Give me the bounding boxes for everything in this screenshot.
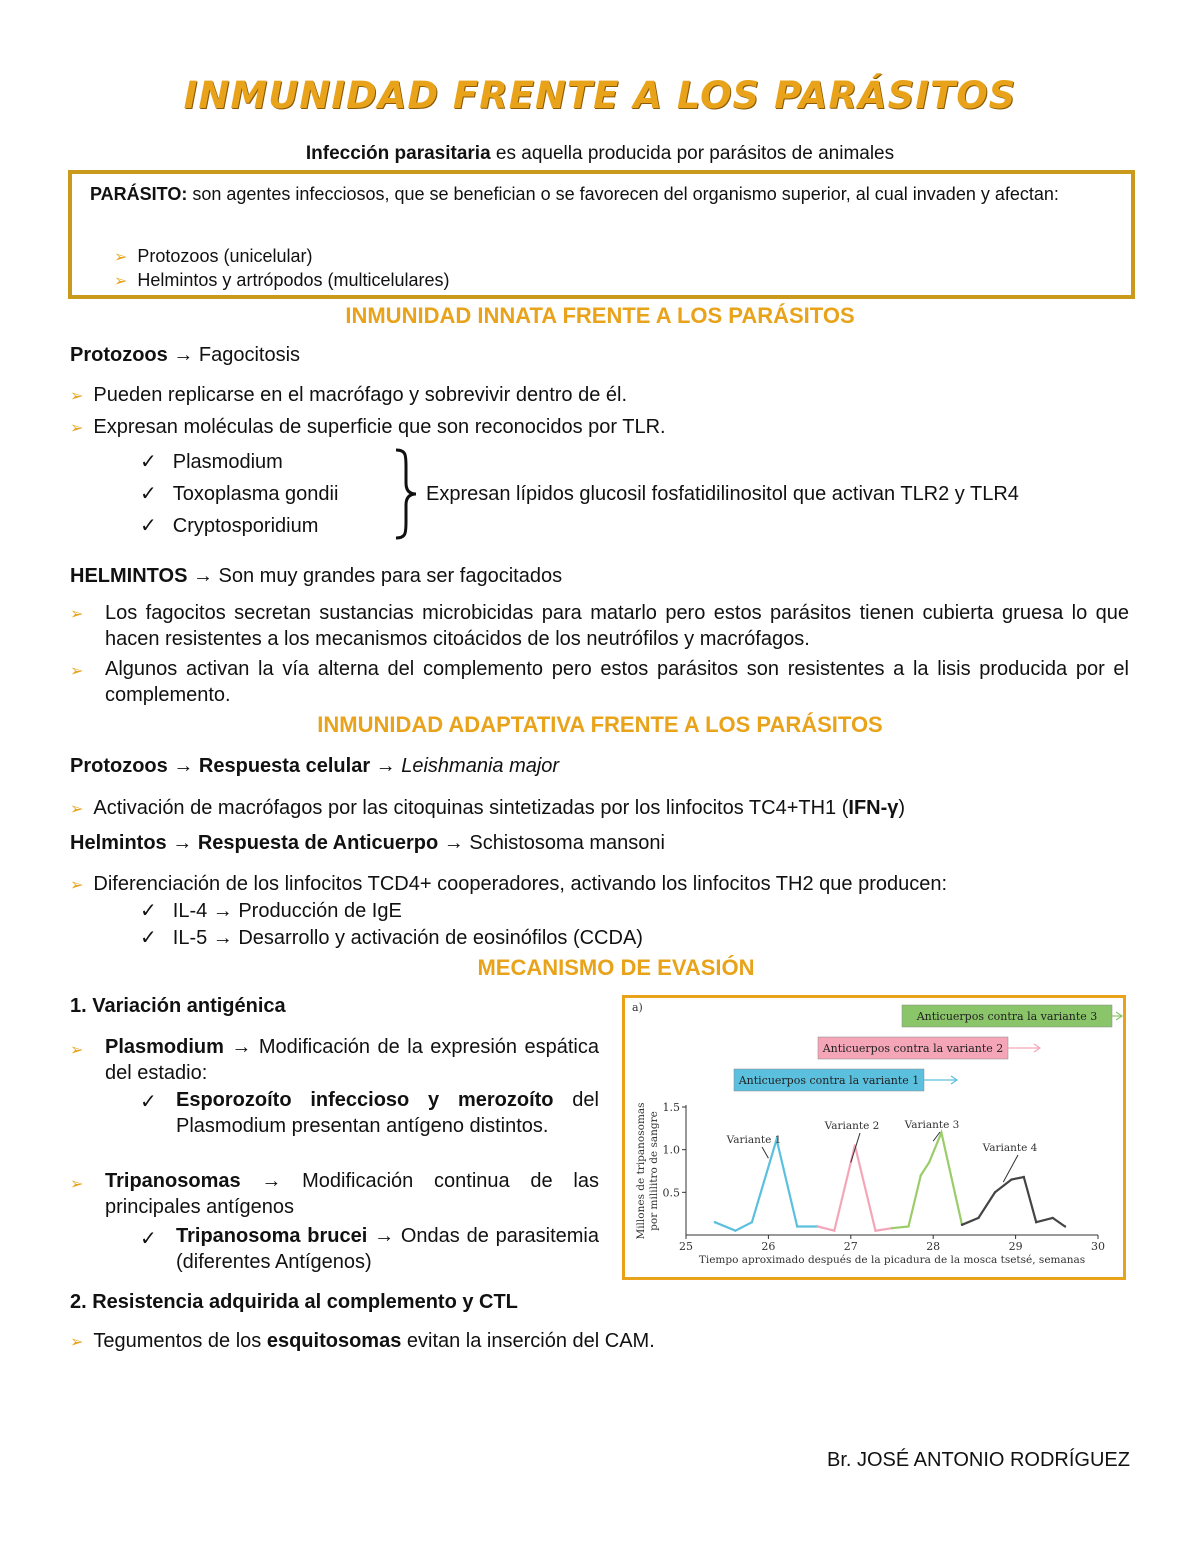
y-tick-label: 1.5 [662, 1101, 680, 1114]
list-item [70, 797, 905, 820]
data-point [994, 1191, 996, 1193]
check-icon: ✓ [140, 483, 157, 505]
plasmodium-sub-item [176, 1087, 599, 1139]
page-title: INMUNIDAD FRENTE A LOS PARÁSITOS [183, 74, 1017, 117]
antibody-label: Anticuerpos contra la variante 3 [916, 1010, 1098, 1023]
check-icon: ✓ [140, 451, 157, 473]
plasmodium-item [105, 1034, 599, 1086]
subsection-title: 1. Variación antigénica [70, 995, 286, 1017]
helmintos-text: → Son muy grandes para ser fagocitados [187, 565, 563, 587]
data-point [1010, 1178, 1012, 1180]
item-text: → Ondas de parasitemia (diferentes Antígenos) [176, 1225, 599, 1273]
definition-text: son agentes infecciosos, que se benefician o se favorecen del organismo superior, al cual invaden y afectan: [187, 184, 1059, 204]
arrow-text: → [166, 832, 198, 854]
helmintos-label: HELMINTOS [70, 565, 188, 587]
list-item-text: Pueden replicarse en el macrófago y sobrevivir dentro de él. [93, 384, 628, 406]
subsection-title: 2. Resistencia adquirida al complemento y CTL [70, 1291, 518, 1313]
check-icon: ✓ [140, 1228, 157, 1250]
check-icon: ✓ [140, 515, 157, 537]
cytokine-item [140, 925, 643, 950]
curly-brace-icon [392, 447, 422, 541]
trypanosome-chart [622, 995, 1126, 1280]
stage-names: Esporozoíto infeccioso y merozoíto [176, 1089, 554, 1111]
section-heading-adaptive: INMUNIDAD ADAPTATIVA FRENTE A LOS PARÁSITOS [317, 712, 883, 737]
data-point [940, 1131, 942, 1133]
definition-box [68, 170, 1135, 299]
adaptive-protozoos-line [70, 755, 559, 778]
organism-item [140, 513, 318, 538]
arrow-bullet-icon: ➢ [114, 273, 128, 290]
protozoos-text: → Fagocitosis [167, 344, 301, 366]
list-item [70, 873, 947, 896]
organism-name: Cryptosporidium [172, 515, 319, 537]
data-point [920, 1174, 922, 1176]
data-point [977, 1217, 979, 1219]
cytokine-text: IL-4 → Producción de IgE [172, 900, 402, 922]
data-point [907, 1225, 909, 1227]
data-point [1023, 1176, 1025, 1178]
intro-text: es aquella producida por parásitos de animales [490, 143, 895, 164]
data-point [734, 1230, 736, 1232]
helmintos-line [70, 565, 562, 588]
cytokine-item [140, 898, 402, 923]
list-item-text: Protozoos (unicelular) [137, 246, 313, 266]
data-point [833, 1230, 835, 1232]
organism-name: Plasmodium [172, 451, 283, 473]
cytokine-text: IL-5 → Desarrollo y activación de eosinófilos (CCDA) [172, 927, 643, 949]
list-item-text: Algunos activan la vía alterna del complemento pero estos parásitos son resistentes a la lisis producida por el complemento. [105, 658, 1129, 706]
response-type: Respuesta de Anticuerpo [197, 832, 439, 854]
section-heading-innate: INMUNIDAD INNATA FRENTE A LOS PARÁSITOS [345, 303, 855, 328]
series-label: Variante 3 [904, 1119, 960, 1131]
list-item [114, 270, 450, 291]
y-axis-label: Millones de tripanosomaspor mililitro de sangre [635, 1102, 660, 1240]
y-tick-label: 1.0 [662, 1143, 680, 1157]
antibody-label: Anticuerpos contra la variante 2 [822, 1042, 1004, 1055]
helmintos-label: Helmintos [70, 832, 167, 854]
antibody-label: Anticuerpos contra la variante 1 [738, 1074, 920, 1087]
item-text: Tegumentos de los [93, 1330, 267, 1352]
list-item [70, 1330, 655, 1353]
data-point [928, 1161, 930, 1163]
data-point [714, 1221, 716, 1223]
protozoos-label: Protozoos [70, 755, 168, 777]
arrow-bullet-icon: ➢ [70, 420, 84, 437]
x-tick-label: 25 [679, 1240, 693, 1253]
intro-term: Infección parasitaria [305, 143, 491, 164]
parasite-definition [90, 182, 1114, 206]
arrow-bullet-icon: ➢ [70, 877, 84, 894]
species-name: Leishmania major [401, 755, 560, 777]
check-icon: ✓ [140, 927, 157, 949]
closing-paren: ) [898, 797, 906, 819]
response-type: Respuesta celular [198, 755, 371, 777]
organism-name: Plasmodium [105, 1036, 224, 1058]
data-point [796, 1225, 798, 1227]
x-tick-label: 27 [843, 1240, 858, 1253]
brace-note: Expresan lípidos glucosil fosfatidilinositol que activan TLR2 y TLR4 [426, 483, 1019, 505]
item-text: → Modificación de la expresión espática del estadio: [105, 1036, 599, 1084]
item-text: evitan la inserción del CAM. [401, 1330, 655, 1352]
definition-term: PARÁSITO: [90, 184, 188, 204]
list-item-text: Helmintos y artrópodos (multicelulares) [137, 270, 450, 290]
author-name: Br. JOSÉ ANTONIO RODRÍGUEZ [826, 1449, 1130, 1471]
intro-line [0, 143, 1200, 165]
panel-label: a) [632, 1001, 643, 1014]
list-item [70, 416, 666, 439]
x-tick-label: 30 [1091, 1240, 1105, 1253]
list-item [114, 246, 312, 267]
series-label: Variante 4 [982, 1142, 1038, 1154]
data-point [874, 1230, 876, 1232]
species-text: → Schistosoma mansoni [438, 832, 665, 854]
arrow-bullet-icon: ➢ [70, 606, 84, 623]
data-point [751, 1221, 753, 1223]
list-item-text: Activación de macrófagos por las citoquinas sintetizadas por los linfocitos TC4+TH1 ( [93, 797, 849, 819]
series-label: Variante 2 [824, 1120, 880, 1132]
data-point [1035, 1221, 1037, 1223]
arrow-text: → [370, 755, 402, 777]
protozoos-line [70, 344, 300, 367]
organism-name: Toxoplasma gondii [172, 483, 339, 505]
tripanosoma-sub-item [176, 1223, 599, 1275]
adaptive-helmintos-line [70, 832, 665, 855]
y-tick-label: 0.5 [662, 1186, 680, 1200]
data-point [817, 1225, 819, 1227]
check-icon: ✓ [140, 900, 157, 922]
item-text: del Plasmodium presentan antígeno distintos. [176, 1089, 599, 1137]
arrow-bullet-icon: ➢ [70, 1176, 84, 1193]
organism-item [140, 449, 283, 474]
series-label: Variante 1 [726, 1134, 782, 1146]
section-heading-evasion: MECANISMO DE EVASIÓN [477, 955, 755, 980]
x-tick-label: 26 [761, 1240, 776, 1253]
check-icon: ✓ [140, 1091, 157, 1113]
item-text: → Modificación continua de las principales antígenos [105, 1170, 599, 1218]
arrow-bullet-icon: ➢ [70, 388, 84, 405]
x-tick-label: 29 [1008, 1240, 1023, 1253]
data-point [1051, 1217, 1053, 1219]
data-point [1064, 1225, 1066, 1227]
x-tick-label: 28 [926, 1240, 941, 1253]
list-item [70, 384, 627, 407]
data-point [961, 1224, 963, 1226]
organism-item [140, 481, 338, 506]
arrow-bullet-icon: ➢ [70, 1042, 84, 1059]
x-axis-label: Tiempo aproximado después de la picadura de la mosca tsetsé, semanas [698, 1254, 1086, 1266]
organism-name: Tripanosoma brucei [176, 1225, 368, 1247]
arrow-bullet-icon: ➢ [70, 663, 84, 680]
arrow-bullet-icon: ➢ [70, 1334, 84, 1351]
list-item-text: Expresan moléculas de superficie que son reconocidos por TLR. [93, 416, 666, 438]
protozoos-label: Protozoos [70, 344, 168, 366]
arrow-text: → [167, 755, 199, 777]
organism-name: esquitosomas [266, 1330, 402, 1352]
list-item-text: Diferenciación de los linfocitos TCD4+ cooperadores, activando los linfocitos TH2 que producen: [93, 873, 948, 895]
arrow-bullet-icon: ➢ [114, 249, 128, 266]
data-point [891, 1227, 893, 1229]
cytokine-name: IFN-γ [848, 797, 899, 819]
arrow-bullet-icon: ➢ [70, 801, 84, 818]
organism-name: Tripanosomas [105, 1170, 241, 1192]
tripanosomas-item [105, 1168, 599, 1220]
list-item-text: Los fagocitos secretan sustancias microbicidas para matarlo pero estos parásitos tienen cubierta gruesa lo que hacen resistentes a los mecanismos citoácidos de los neutrófilos y macrófagos. [105, 602, 1129, 650]
